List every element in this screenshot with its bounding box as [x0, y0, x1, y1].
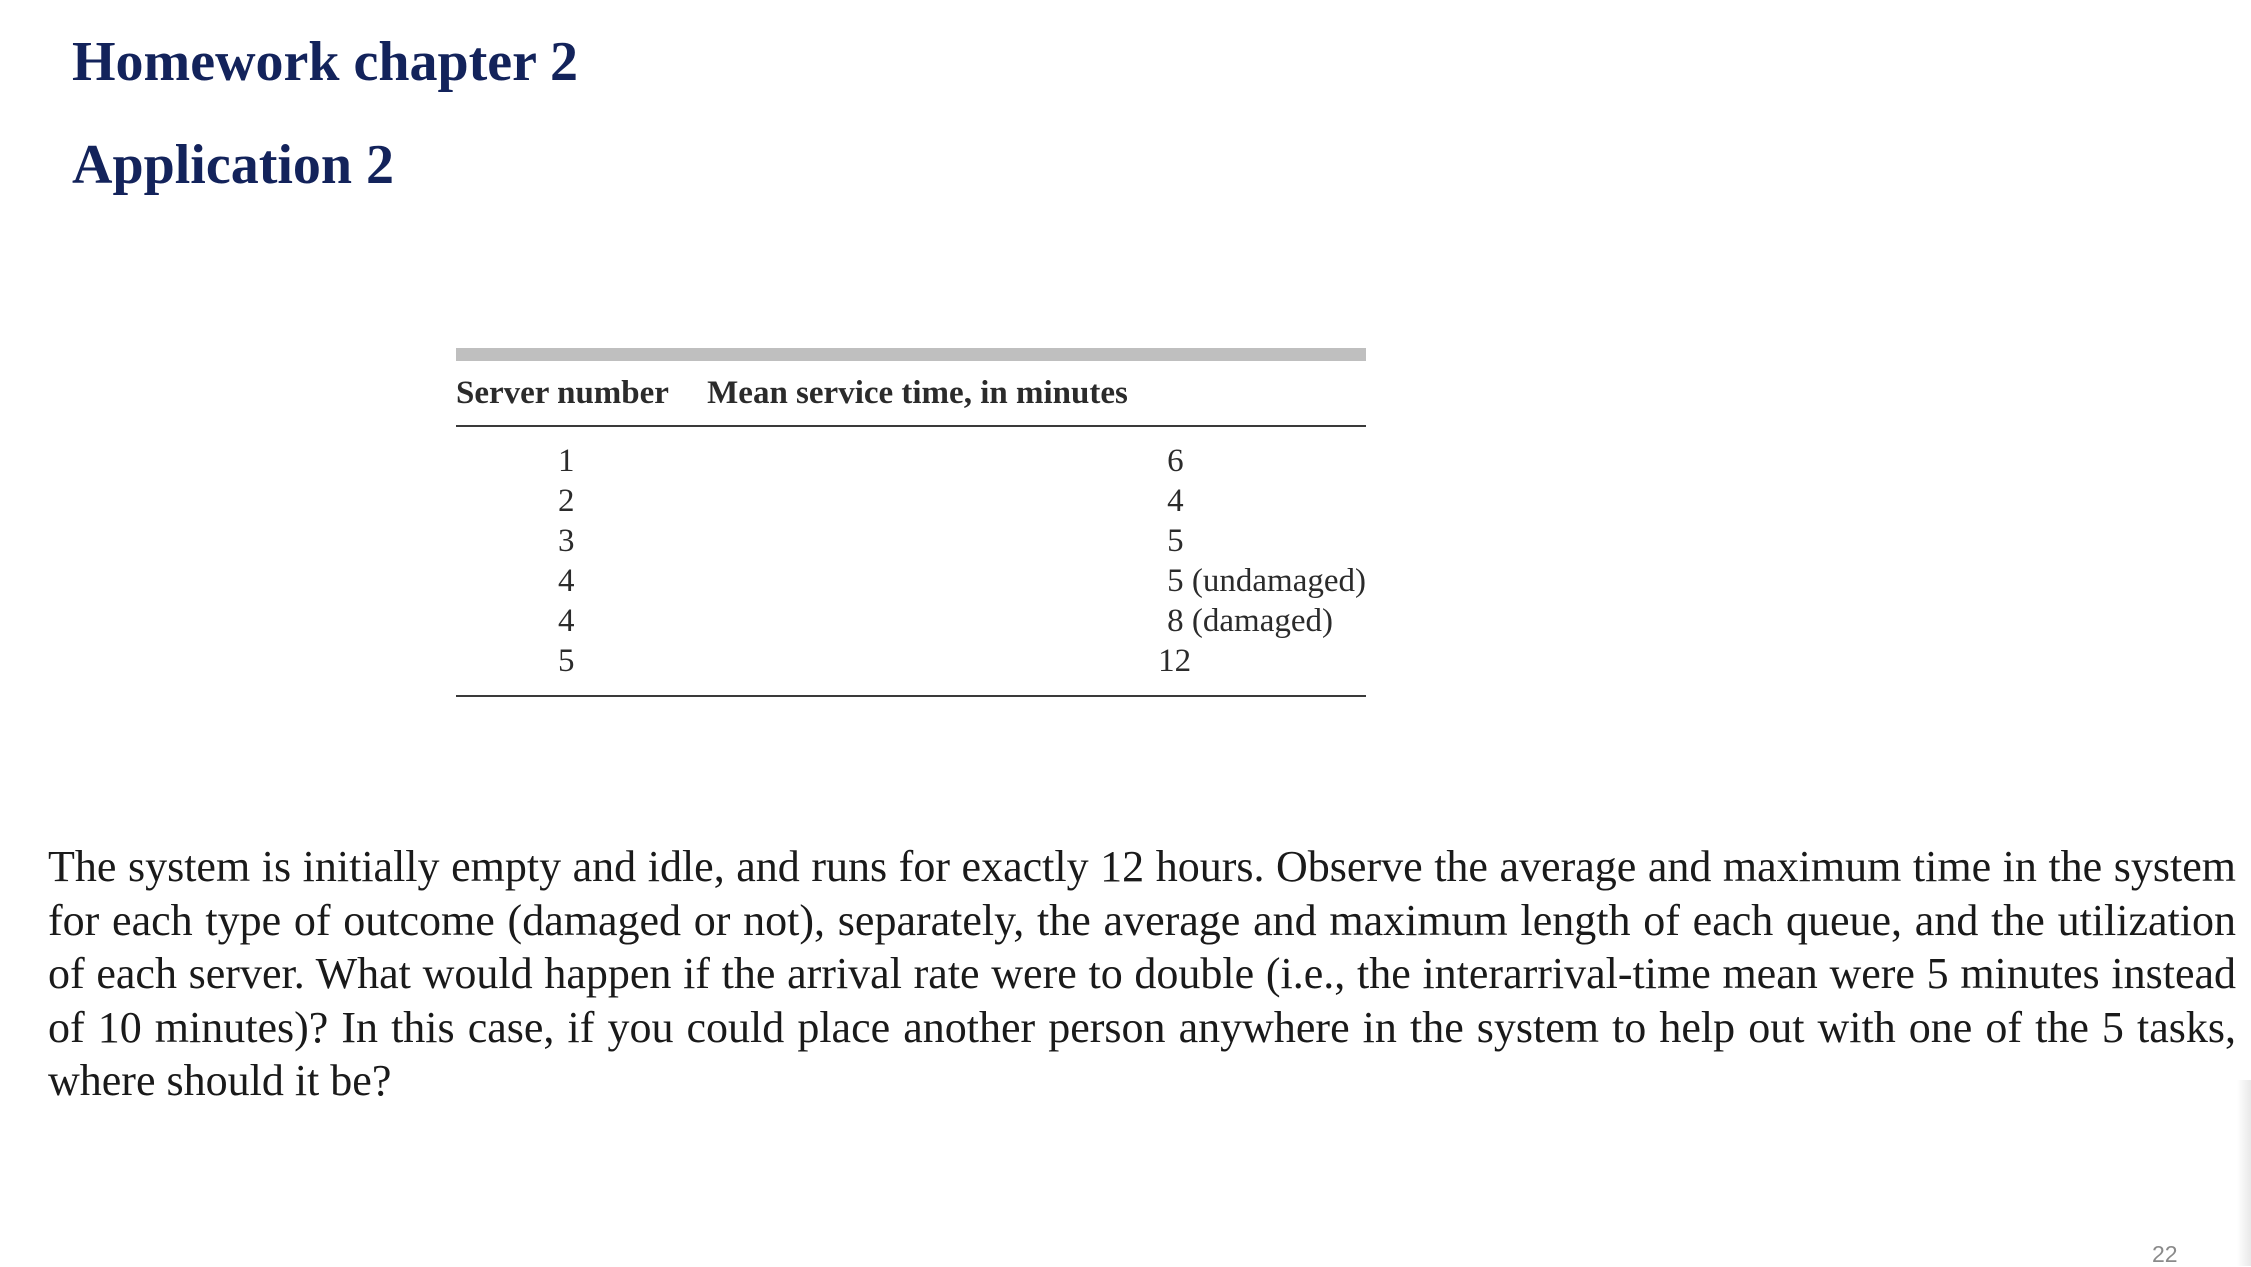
cell-server-number: 4: [558, 563, 575, 599]
cell-service-time: 5: [1167, 523, 1184, 559]
table-row: [456, 521, 1366, 561]
page-number: 22: [2152, 1241, 2178, 1267]
table-row: [456, 426, 1366, 481]
table-top-rule: [456, 348, 1366, 361]
header-server-number: Server number: [456, 361, 680, 426]
cell-service-time: 8 (damaged): [1167, 603, 1333, 639]
cell-server-number: 1: [558, 443, 575, 479]
cell-service-time: 4: [1167, 483, 1184, 519]
header-mean-service-time: Mean service time, in minutes: [680, 361, 1366, 426]
cell-server-number: 2: [558, 483, 575, 519]
service-time-table: [456, 348, 1366, 697]
slide-title: Homework chapter 2: [72, 31, 578, 93]
table-row: [456, 561, 1366, 601]
problem-description: The system is initially empty and idle, and runs for exactly 12 hours. Observe the average and maximum time in the system for each type of outcome (damaged or not), separately, the average and maximum length of each queue, and the utilization of each server. What would happen if the arrival rate were to double (i.e., the interarrival-time mean were 5 minutes instead of 10 minutes)? In this case, if you could place another person anywhere in the system to help out with one of the 5 tasks, where should it be?: [48, 842, 2236, 1105]
service-table-grid: [456, 361, 1366, 697]
cell-server-number: 5: [456, 641, 680, 696]
table-row: [456, 641, 1366, 696]
table-row: [456, 601, 1366, 641]
cell-server-number: 4: [558, 603, 575, 639]
slide-subtitle: Application 2: [72, 134, 395, 196]
cell-service-time: 6: [1167, 443, 1184, 479]
table-header-row: [456, 361, 1366, 426]
page-edge-shadow: [2237, 1080, 2251, 1266]
cell-service-time: 5 (undamaged): [1167, 563, 1366, 599]
cell-server-number: 3: [558, 523, 575, 559]
table-row: [456, 481, 1366, 521]
cell-service-time: 12: [680, 641, 1366, 696]
